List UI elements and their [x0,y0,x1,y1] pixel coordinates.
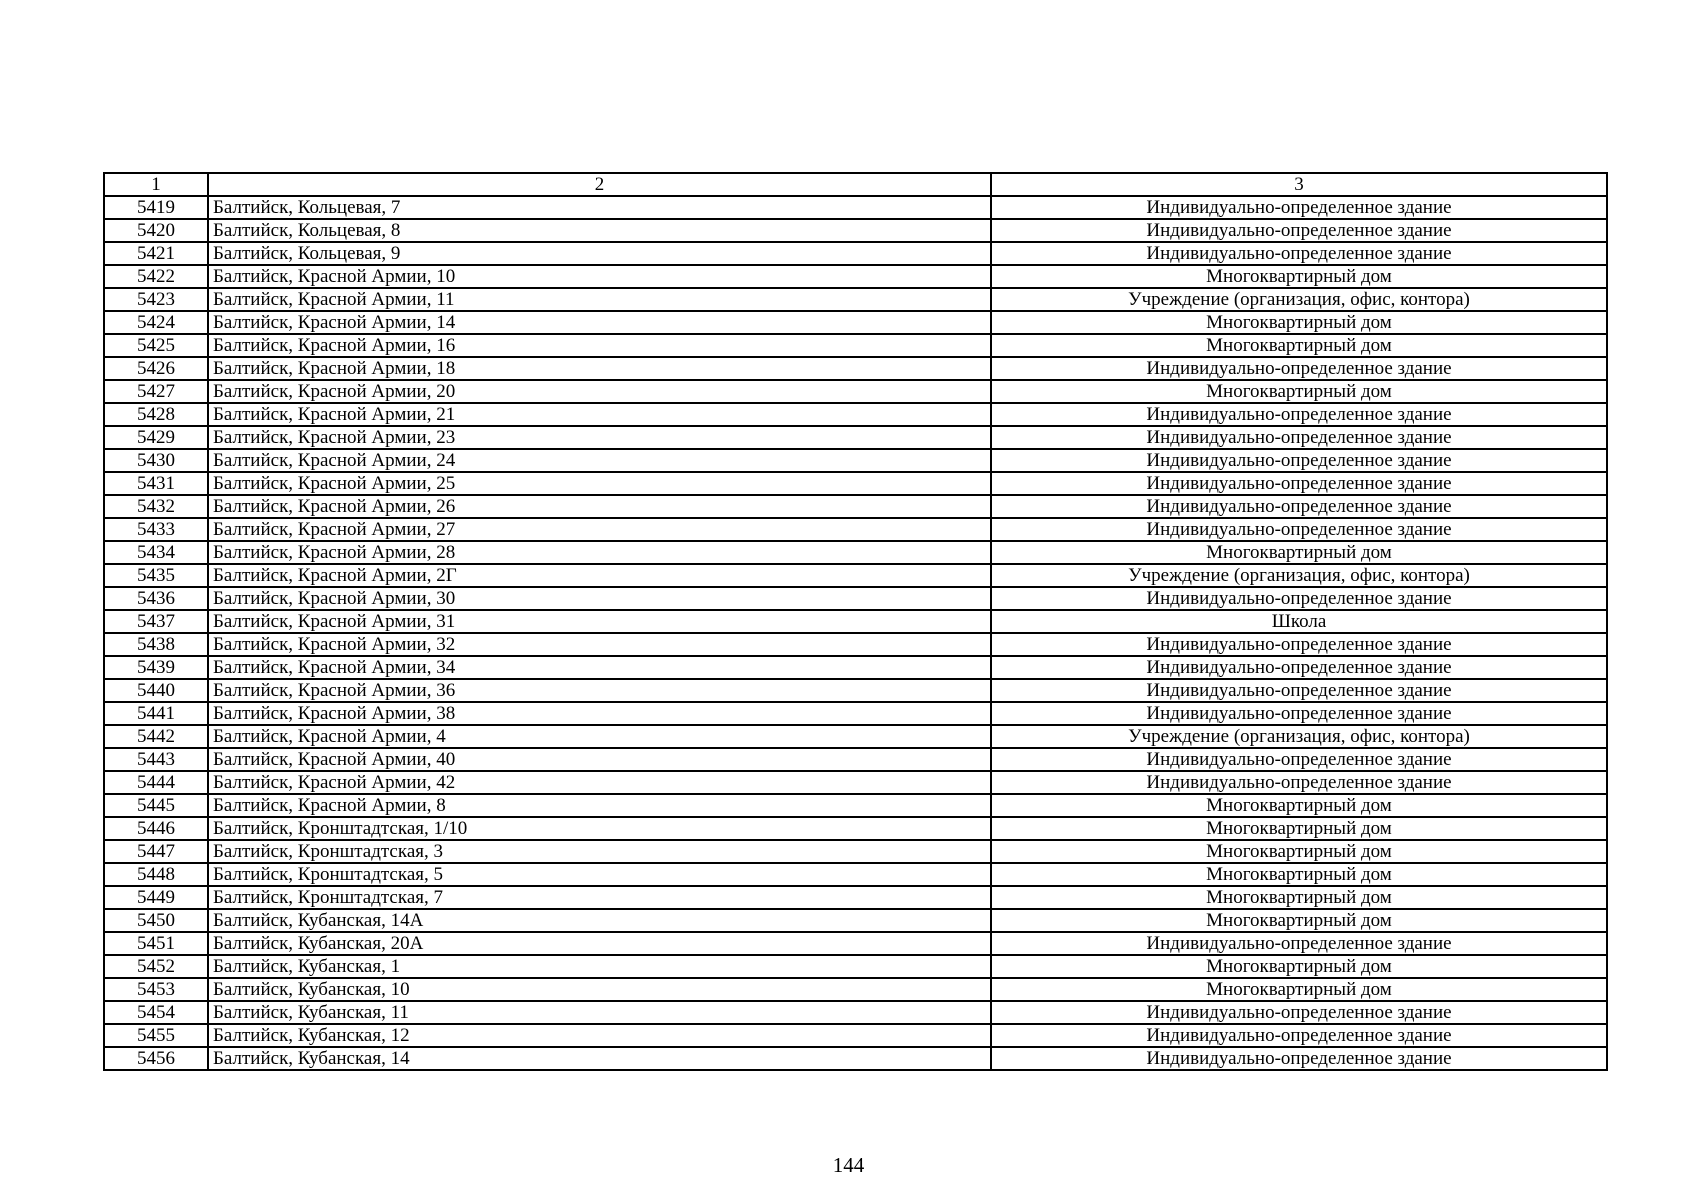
building-type-cell: Индивидуально-определенное здание [991,1047,1607,1070]
building-type-cell: Индивидуально-определенное здание [991,518,1607,541]
table-row [104,633,1607,656]
address-cell: Балтийск, Красной Армии, 26 [208,495,991,518]
table-row [104,817,1607,840]
address-cell: Балтийск, Красной Армии, 18 [208,357,991,380]
building-type-cell: Индивидуально-определенное здание [991,771,1607,794]
building-type-cell: Многоквартирный дом [991,863,1607,886]
table-row [104,1001,1607,1024]
building-type-cell: Индивидуально-определенное здание [991,242,1607,265]
table-row [104,587,1607,610]
address-cell: Балтийск, Кронштадтская, 1/10 [208,817,991,840]
table-row [104,449,1607,472]
register-table [103,172,1608,1071]
row-number-cell: 5445 [104,794,208,817]
table-row [104,725,1607,748]
building-type-cell: Многоквартирный дом [991,794,1607,817]
building-type-cell: Многоквартирный дом [991,265,1607,288]
address-cell: Балтийск, Красной Армии, 42 [208,771,991,794]
address-cell: Балтийск, Красной Армии, 16 [208,334,991,357]
row-number-cell: 5448 [104,863,208,886]
address-cell: Балтийск, Кубанская, 1 [208,955,991,978]
building-type-cell: Индивидуально-определенное здание [991,219,1607,242]
row-number-cell: 5424 [104,311,208,334]
building-type-cell: Индивидуально-определенное здание [991,1001,1607,1024]
building-type-cell: Индивидуально-определенное здание [991,1024,1607,1047]
row-number-cell: 5431 [104,472,208,495]
building-type-cell: Многоквартирный дом [991,886,1607,909]
row-number-cell: 5428 [104,403,208,426]
building-type-cell: Многоквартирный дом [991,955,1607,978]
building-type-cell: Индивидуально-определенное здание [991,702,1607,725]
table-row [104,909,1607,932]
row-number-cell: 5436 [104,587,208,610]
building-type-cell: Учреждение (организация, офис, контора) [991,564,1607,587]
building-type-cell: Индивидуально-определенное здание [991,357,1607,380]
table-row [104,679,1607,702]
row-number-cell: 5423 [104,288,208,311]
building-type-cell: Школа [991,610,1607,633]
address-cell: Балтийск, Кубанская, 14 [208,1047,991,1070]
table-row [104,495,1607,518]
building-type-cell: Многоквартирный дом [991,840,1607,863]
building-type-cell: Индивидуально-определенное здание [991,196,1607,219]
row-number-cell: 5449 [104,886,208,909]
building-type-cell: Учреждение (организация, офис, контора) [991,288,1607,311]
row-number-cell: 5442 [104,725,208,748]
table-row [104,288,1607,311]
column-header-number: 1 [104,173,208,196]
address-cell: Балтийск, Красной Армии, 28 [208,541,991,564]
table-row [104,311,1607,334]
row-number-cell: 5444 [104,771,208,794]
building-type-cell: Индивидуально-определенное здание [991,403,1607,426]
address-cell: Балтийск, Красной Армии, 25 [208,472,991,495]
row-number-cell: 5421 [104,242,208,265]
table-row [104,932,1607,955]
address-cell: Балтийск, Кольцевая, 9 [208,242,991,265]
table-row [104,656,1607,679]
building-type-cell: Индивидуально-определенное здание [991,449,1607,472]
address-cell: Балтийск, Кубанская, 11 [208,1001,991,1024]
address-cell: Балтийск, Кольцевая, 7 [208,196,991,219]
building-type-cell: Учреждение (организация, офис, контора) [991,725,1607,748]
table-row [104,541,1607,564]
table-row [104,955,1607,978]
address-cell: Балтийск, Красной Армии, 31 [208,610,991,633]
building-type-cell: Многоквартирный дом [991,978,1607,1001]
column-header-address: 2 [208,173,991,196]
table-row [104,978,1607,1001]
address-cell: Балтийск, Красной Армии, 20 [208,380,991,403]
building-type-cell: Многоквартирный дом [991,334,1607,357]
row-number-cell: 5439 [104,656,208,679]
building-type-cell: Индивидуально-определенное здание [991,426,1607,449]
row-number-cell: 5429 [104,426,208,449]
address-cell: Балтийск, Красной Армии, 32 [208,633,991,656]
address-cell: Балтийск, Красной Армии, 38 [208,702,991,725]
address-cell: Балтийск, Кольцевая, 8 [208,219,991,242]
address-cell: Балтийск, Кубанская, 20А [208,932,991,955]
row-number-cell: 5427 [104,380,208,403]
building-type-cell: Многоквартирный дом [991,909,1607,932]
row-number-cell: 5433 [104,518,208,541]
row-number-cell: 5434 [104,541,208,564]
building-type-cell: Индивидуально-определенное здание [991,932,1607,955]
table-row [104,242,1607,265]
address-cell: Балтийск, Красной Армии, 14 [208,311,991,334]
building-type-cell: Многоквартирный дом [991,380,1607,403]
address-cell: Балтийск, Красной Армии, 30 [208,587,991,610]
table-row [104,426,1607,449]
building-type-cell: Индивидуально-определенное здание [991,495,1607,518]
table-row [104,472,1607,495]
row-number-cell: 5453 [104,978,208,1001]
row-number-cell: 5420 [104,219,208,242]
table-row [104,564,1607,587]
address-cell: Балтийск, Красной Армии, 2Г [208,564,991,587]
row-number-cell: 5447 [104,840,208,863]
row-number-cell: 5455 [104,1024,208,1047]
address-cell: Балтийск, Кубанская, 12 [208,1024,991,1047]
building-type-cell: Индивидуально-определенное здание [991,587,1607,610]
row-number-cell: 5450 [104,909,208,932]
table-row [104,1047,1607,1070]
table-row [104,702,1607,725]
table-row [104,610,1607,633]
row-number-cell: 5452 [104,955,208,978]
table-row [104,334,1607,357]
address-cell: Балтийск, Кубанская, 14А [208,909,991,932]
table-row [104,518,1607,541]
address-cell: Балтийск, Кронштадтская, 3 [208,840,991,863]
row-number-cell: 5435 [104,564,208,587]
row-number-cell: 5426 [104,357,208,380]
address-cell: Балтийск, Красной Армии, 21 [208,403,991,426]
row-number-cell: 5443 [104,748,208,771]
table-row [104,403,1607,426]
building-type-cell: Индивидуально-определенное здание [991,748,1607,771]
table-row [104,748,1607,771]
table-row [104,1024,1607,1047]
table-row [104,265,1607,288]
row-number-cell: 5441 [104,702,208,725]
row-number-cell: 5437 [104,610,208,633]
row-number-cell: 5422 [104,265,208,288]
column-header-type: 3 [991,173,1607,196]
row-number-cell: 5454 [104,1001,208,1024]
building-type-cell: Многоквартирный дом [991,541,1607,564]
table-row [104,794,1607,817]
address-cell: Балтийск, Кронштадтская, 5 [208,863,991,886]
table-row [104,380,1607,403]
row-number-cell: 5425 [104,334,208,357]
page-number: 144 [832,1153,865,1177]
address-cell: Балтийск, Красной Армии, 27 [208,518,991,541]
building-type-cell: Индивидуально-определенное здание [991,472,1607,495]
table-row [104,357,1607,380]
row-number-cell: 5440 [104,679,208,702]
building-type-cell: Многоквартирный дом [991,817,1607,840]
address-cell: Балтийск, Красной Армии, 34 [208,656,991,679]
table-header [104,173,1607,196]
address-cell: Балтийск, Красной Армии, 8 [208,794,991,817]
address-cell: Балтийск, Красной Армии, 23 [208,426,991,449]
table-row [104,219,1607,242]
building-type-cell: Многоквартирный дом [991,311,1607,334]
row-number-cell: 5456 [104,1047,208,1070]
row-number-cell: 5438 [104,633,208,656]
table-row [104,771,1607,794]
address-cell: Балтийск, Красной Армии, 4 [208,725,991,748]
table-row [104,840,1607,863]
address-cell: Балтийск, Красной Армии, 24 [208,449,991,472]
row-number-cell: 5419 [104,196,208,219]
header-row [104,173,1607,196]
row-number-cell: 5432 [104,495,208,518]
table-row [104,196,1607,219]
building-type-cell: Индивидуально-определенное здание [991,656,1607,679]
row-number-cell: 5430 [104,449,208,472]
building-type-cell: Индивидуально-определенное здание [991,633,1607,656]
table-body [104,196,1607,1070]
row-number-cell: 5451 [104,932,208,955]
address-cell: Балтийск, Кубанская, 10 [208,978,991,1001]
row-number-cell: 5446 [104,817,208,840]
table-row [104,886,1607,909]
address-cell: Балтийск, Красной Армии, 11 [208,288,991,311]
building-type-cell: Индивидуально-определенное здание [991,679,1607,702]
address-cell: Балтийск, Красной Армии, 10 [208,265,991,288]
address-cell: Балтийск, Красной Армии, 40 [208,748,991,771]
table-row [104,863,1607,886]
address-cell: Балтийск, Кронштадтская, 7 [208,886,991,909]
address-cell: Балтийск, Красной Армии, 36 [208,679,991,702]
